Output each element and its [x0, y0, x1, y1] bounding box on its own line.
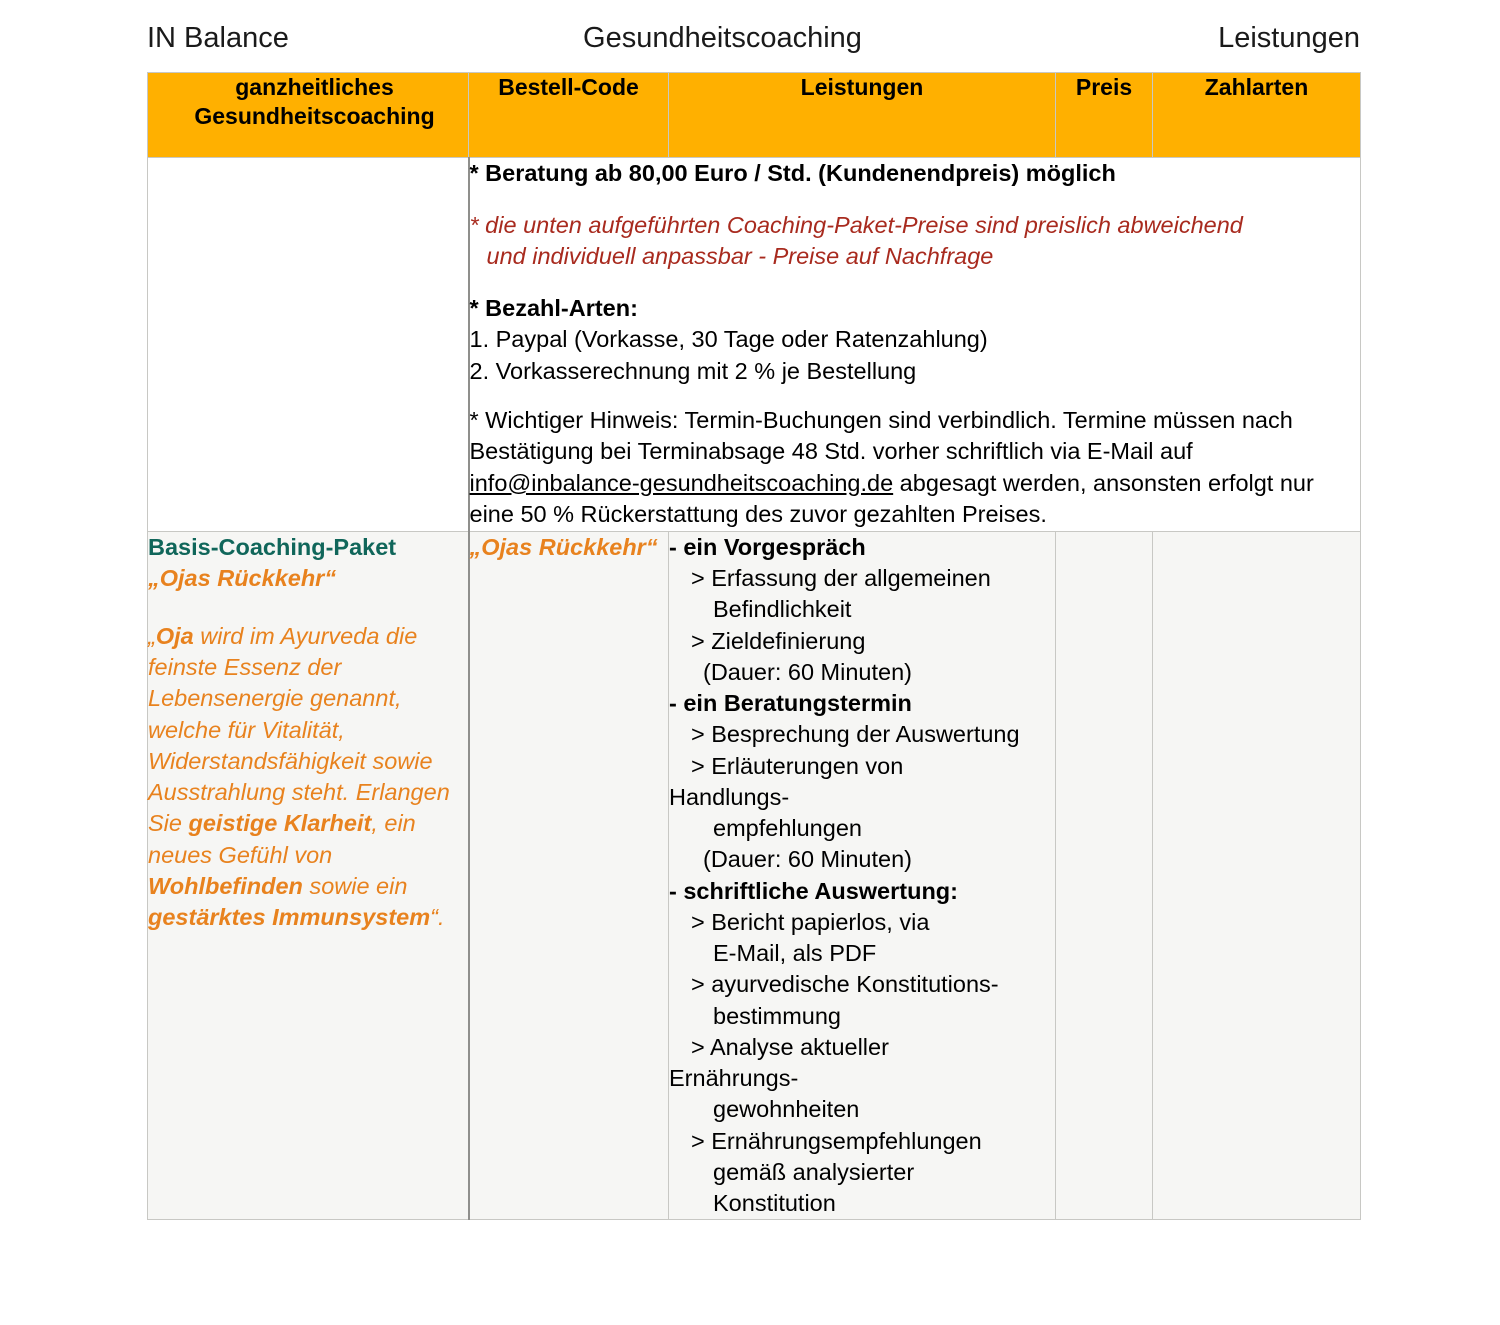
service-item: Ernährungs-: [669, 1065, 799, 1092]
desc-mid-2: , ein neues Gefühl von: [148, 810, 416, 868]
desc-mid-1: wird im Ayurveda die feinste Essenz der Lebensenergie genannt, welche für Vitalität, Widerstandsfähigkeit sowie Ausstrahlung steht. Erlangen Sie: [148, 622, 450, 837]
package-payment-cell: [1153, 531, 1361, 1220]
desc-close-quote: “.: [430, 904, 445, 931]
desc-mid-3: sowie ein: [302, 872, 408, 899]
services-table: [147, 72, 1361, 1220]
payment-option-invoice: 2. Vorkasserechnung mit 2 % je Bestellung: [469, 357, 917, 384]
desc-bold-oja: Oja: [155, 622, 194, 649]
column-header-services: Leistungen: [669, 73, 1056, 158]
column-header-category: ganzheitliches Gesundheitscoaching: [148, 73, 469, 158]
document-header: [147, 22, 1360, 55]
desc-bold-klarheit: geistige Klarheit: [188, 810, 372, 837]
desc-bold-wohlbefinden: Wohlbefinden: [148, 872, 303, 899]
table-header-row: [148, 73, 1361, 158]
service-item: > Besprechung der Auswertung: [691, 721, 1020, 748]
package-description-cell: [148, 531, 469, 1220]
service-item: > Erläuterungen von: [691, 752, 904, 779]
package-title-label: Basis-Coaching-Paket: [148, 533, 397, 560]
header-title: Gesundheitscoaching: [583, 22, 862, 54]
service-item: Konstitution: [713, 1190, 836, 1217]
spacer: [470, 273, 1361, 293]
payment-types-title: * Bezahl-Arten:: [469, 294, 638, 321]
package-description-text: [148, 621, 468, 934]
disclaimer-line-2: und individuell anpassbar - Preise auf Nachfrage: [486, 243, 994, 270]
package-price-cell: [1056, 531, 1153, 1220]
desc-open-quote: „: [148, 622, 156, 649]
spacer: [470, 388, 1361, 405]
header-brand: IN Balance: [147, 22, 289, 54]
service-item: Befindlichkeit: [713, 596, 852, 623]
service-item: (Dauer: 60 Minuten): [703, 658, 912, 685]
column-header-order-code: Bestell-Code: [469, 73, 669, 158]
service-item: empfehlungen: [713, 815, 862, 842]
package-title-name: „Ojas Rückkehr“: [148, 564, 337, 591]
service-item: gewohnheiten: [713, 1096, 860, 1123]
package-price-disclaimer: [470, 210, 1361, 273]
table-row-notes: [148, 158, 1361, 532]
package-title: [148, 532, 468, 594]
table-row-basis-package: [148, 531, 1361, 1220]
services-list: [669, 532, 1055, 1220]
service-item: E-Mail, als PDF: [713, 940, 877, 967]
consultation-price-note: * Beratung ab 80,00 Euro / Std. (Kundenendpreis) möglich: [469, 160, 1116, 186]
notes-cell: [469, 158, 1361, 532]
service-item: gemäß analysierter: [713, 1158, 915, 1185]
column-header-price: Preis: [1056, 73, 1153, 158]
spacer: [470, 190, 1361, 210]
notice-text-after-email: abgesagt werden, ansonsten erfolgt nur eine 50 % Rückerstattung des zuvor gezahlten Preises.: [469, 469, 1314, 528]
service-item: > Erfassung der allgemeinen: [691, 565, 991, 592]
header-section: Leistungen: [1218, 22, 1360, 54]
service-item: - ein Vorgespräch: [669, 533, 866, 560]
service-item: > Bericht papierlos, via: [691, 908, 930, 935]
package-order-code-cell: „Ojas Rückkehr“: [469, 531, 669, 1220]
notice-text-before-email: * Wichtiger Hinweis: Termin-Buchungen sind verbindlich. Termine müssen nach Bestätigung bei Terminabsage 48 Std. vorher schriftlich via E-Mail auf: [469, 406, 1293, 465]
payment-option-paypal: 1. Paypal (Vorkasse, 30 Tage oder Ratenzahlung): [469, 326, 988, 353]
service-item: - ein Beratungstermin: [669, 690, 912, 717]
package-services-cell: [669, 531, 1056, 1220]
service-item: > Zieldefinierung: [691, 627, 866, 654]
column-header-payment: Zahlarten: [1153, 73, 1361, 158]
contact-email-link[interactable]: info@inbalance-gesundheitscoaching.de: [469, 469, 894, 496]
important-notice: [470, 405, 1361, 531]
desc-bold-immunsystem: gestärktes Immunsystem: [148, 904, 431, 931]
disclaimer-line-1: * die unten aufgeführten Coaching-Paket-Preise sind preislich abweichend: [469, 211, 1243, 238]
service-item: - schriftliche Auswertung:: [669, 877, 958, 904]
service-item: > ayurvedische Konstitutions-: [691, 971, 999, 998]
service-item: (Dauer: 60 Minuten): [703, 846, 912, 873]
service-item: > Ernährungsempfehlungen: [691, 1127, 982, 1154]
service-item: Handlungs-: [669, 783, 790, 810]
notes-empty-cell: [148, 158, 469, 532]
service-item: > Analyse aktueller: [691, 1033, 889, 1060]
service-item: bestimmung: [713, 1002, 841, 1029]
